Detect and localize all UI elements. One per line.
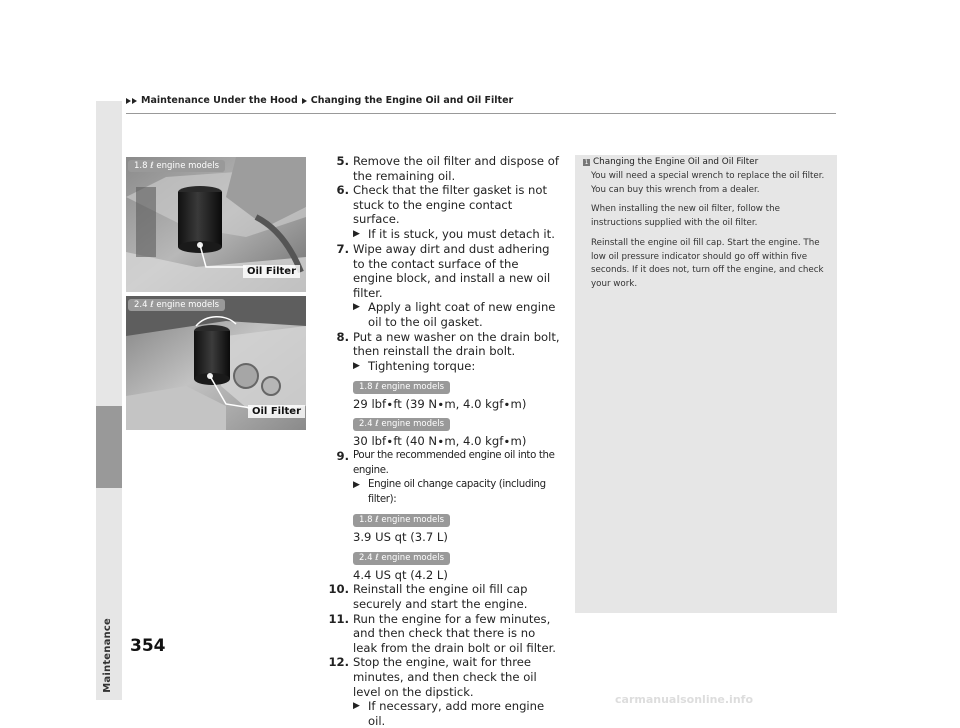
capacity-value: 4.4 US qt (4.2 L) — [353, 567, 448, 582]
step-number: 8. — [336, 329, 349, 344]
step-text: Remove the oil filter and dispose of the remaining oil. — [353, 154, 559, 183]
step-text: Stop the engine, wait for three minutes, and then check the oil level on the dipstick. — [353, 655, 537, 699]
step-number: 9. — [336, 448, 349, 463]
step-8 — [311, 330, 561, 374]
step-text: Pour the recommended engine oil into the engine. — [353, 449, 555, 476]
step-number: 5. — [336, 154, 349, 168]
torque-value: 30 lbf∙ft (40 N∙m, 4.0 kgf∙m) — [353, 434, 527, 449]
step-11 — [311, 612, 561, 656]
breadcrumb-item[interactable]: Maintenance Under the Hood — [141, 95, 298, 106]
breadcrumb-arrow-icon — [132, 98, 137, 104]
step-number: 11. — [328, 611, 349, 626]
breadcrumb-item[interactable]: Changing the Engine Oil and Oil Filter — [310, 95, 514, 106]
step-number: 6. — [336, 183, 349, 198]
note-title: Changing the Engine Oil and Oil Filter — [593, 157, 759, 167]
header-rule — [126, 113, 836, 114]
engine-badge: 2.4 ℓ engine models — [353, 418, 450, 431]
engine-badge: 2.4 ℓ engine models — [353, 552, 450, 565]
note-icon: 1 — [584, 158, 589, 166]
step-number: 7. — [336, 241, 349, 256]
step-12 — [311, 655, 561, 728]
arrow-icon: ▶ — [353, 480, 360, 491]
step-subnote: If necessary, add more engine oil. — [368, 699, 545, 728]
step-subnote: If it is stuck, you must detach it. — [368, 226, 555, 241]
step-6 — [311, 183, 561, 242]
section-tab[interactable] — [96, 406, 122, 488]
step-text: Reinstall the engine oil fill cap securely and start the engine. — [353, 582, 528, 612]
oil-filter-label: Oil Filter — [243, 265, 300, 278]
step-subnote: Apply a light coat of new engine oil to the oil gasket. — [368, 300, 556, 329]
procedure-steps — [311, 154, 561, 728]
step-subnote: Tightening torque: — [368, 358, 476, 373]
arrow-icon: ▶ — [353, 360, 360, 371]
breadcrumb — [126, 95, 513, 106]
arrow-icon: ▶ — [353, 302, 360, 313]
step-subnote: Engine oil change capacity (including filter): — [368, 479, 546, 505]
step-number: 10. — [328, 582, 349, 597]
oil-filter-label: Oil Filter — [248, 405, 305, 418]
breadcrumb-separator-icon — [302, 98, 307, 104]
arrow-icon: ▶ — [353, 701, 360, 712]
page-number: 354 — [130, 636, 166, 656]
breadcrumb-arrow-icon — [126, 98, 131, 104]
step-7 — [311, 242, 561, 330]
engine-badge: 1.8 ℓ engine models — [353, 381, 450, 394]
step-number: 12. — [328, 655, 349, 670]
arrow-icon: ▶ — [353, 228, 360, 239]
step-text: Run the engine for a few minutes, and then check that there is no leak from the drain bolt or oil filter. — [353, 611, 556, 655]
step-text: Put a new washer on the drain bolt, then reinstall the drain bolt. — [353, 329, 560, 359]
note-paragraph: When installing the new oil filter, follow the instructions supplied with the oil filter. — [591, 204, 780, 229]
note-paragraph: You will need a special wrench to replace the oil filter. You can buy this wrench from a dealer. — [591, 171, 825, 195]
capacity-value: 3.9 US qt (3.7 L) — [353, 530, 448, 545]
torque-value: 29 lbf∙ft (39 N∙m, 4.0 kgf∙m) — [353, 396, 527, 411]
watermark: carmanualsonline.info — [615, 693, 753, 706]
step-text: Wipe away dirt and dust adhering to the contact surface of the engine block, and install a new oil filter. — [353, 241, 551, 300]
section-sidebar — [96, 101, 122, 700]
engine-badge: 2.4 ℓ engine models — [128, 299, 225, 311]
oil-filter-photo-2-4 — [126, 296, 306, 430]
engine-badge: 1.8 ℓ engine models — [353, 514, 450, 527]
note-box — [575, 155, 837, 613]
note-paragraph: Reinstall the engine oil fill cap. Start the engine. The low oil pressure indicator should go off within five seconds. If it does not, turn off the engine, and check your work. — [591, 237, 824, 289]
note-header — [583, 157, 829, 167]
step-5 — [311, 154, 561, 183]
section-label: Maintenance — [102, 618, 113, 693]
step-10 — [311, 582, 561, 611]
step-text: Check that the filter gasket is not stuck to the engine contact surface. — [353, 183, 548, 227]
oil-filter-photo-1-8 — [126, 157, 306, 292]
engine-badge: 1.8 ℓ engine models — [128, 160, 225, 172]
step-9 — [311, 449, 561, 507]
